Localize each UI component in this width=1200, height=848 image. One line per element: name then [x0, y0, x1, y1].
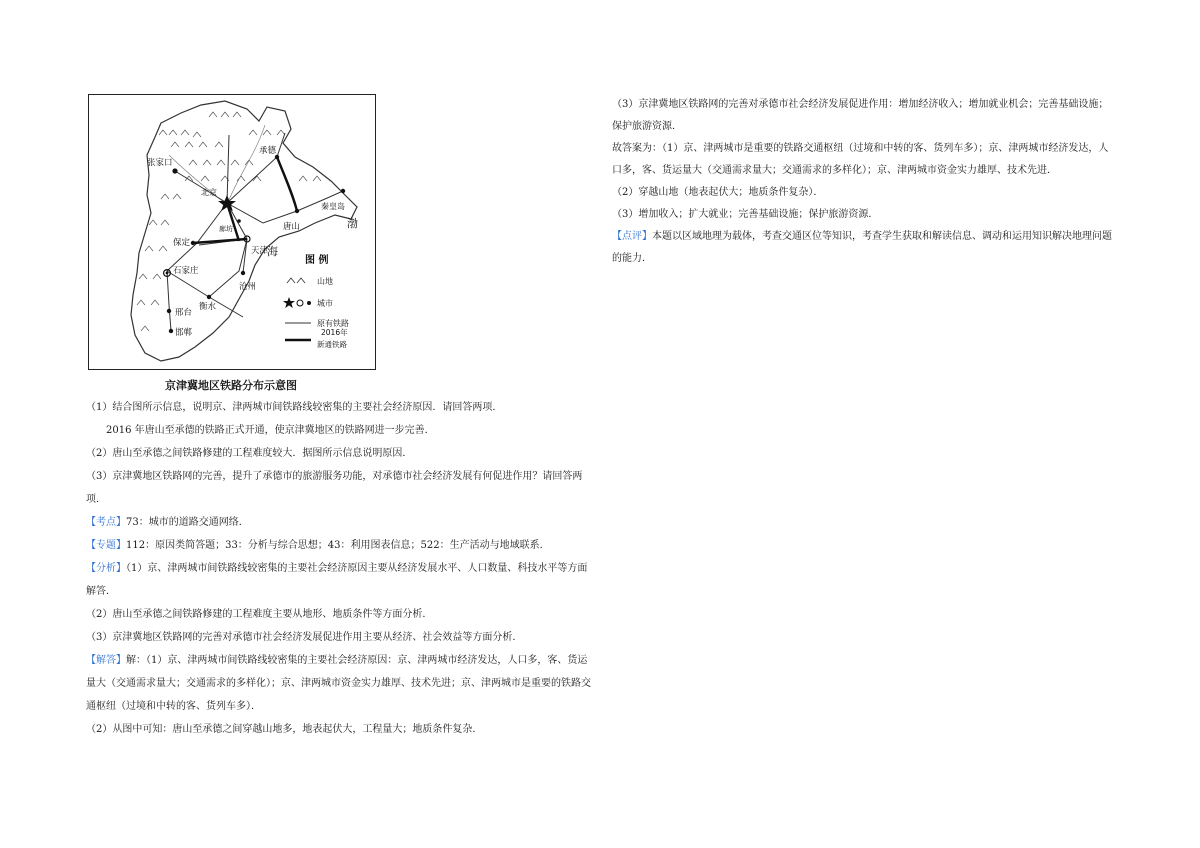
legend-mountain-label: 山地: [317, 277, 333, 286]
city-label-shijiazhuang: 石家庄: [173, 266, 199, 276]
legend-mountain-symbol: [287, 278, 305, 283]
question-2: （2）唐山至承德之间铁路修建的工程难度较大．据图所示信息说明原因．: [86, 448, 413, 459]
sea-label-2: 海: [267, 245, 278, 258]
answer-1: 故答案为：（1）京、津两城市是重要的铁路交通枢纽（过境和中转的客、货列车多）；京、津两城市经济发达，人口多，客、货运量大（交通需求量大；交通需求的多样化）；京、津两城市资金实力雄厚、技术先进．: [612, 143, 1109, 176]
zhuanti-text: 112：原因类简答题；33：分析与综合思想；43：利用图表信息；522：生产活动与地域联系．: [126, 540, 550, 551]
fenxi-text-2: （2）唐山至承德之间铁路修建的工程难度主要从地形、地质条件等方面分析．: [86, 609, 433, 620]
right-column: [612, 94, 1112, 270]
city-label-xingtai: 邢台: [175, 308, 193, 318]
zhuanti-tag: 【专题】: [86, 540, 126, 551]
kaodian-tag: 【考点】: [86, 517, 126, 528]
answer-2: （2）穿越山地（地表起伏大；地质条件复杂）．: [612, 187, 824, 198]
city-label-tianjin: 天津: [251, 246, 269, 256]
city-label-cangzhou: 沧州: [239, 282, 257, 292]
fenxi-text-1: （1）京、津两城市间铁路线较密集的主要社会经济原因主要从经济发展水平、人口数量、科技水平等方面解答．: [86, 563, 588, 597]
new-railways: [193, 157, 297, 243]
city-label-qinhuangdao: 秦皇岛: [321, 202, 345, 211]
legend-new-rail-year: 2016年: [321, 328, 348, 337]
jieda-section: [86, 649, 596, 718]
question-3: （3）京津冀地区铁路网的完善，提升了承德市的旅游服务功能，对承德市社会经济发展有何促进作用？请回答两项．: [86, 471, 583, 505]
railway-map: [88, 94, 376, 370]
legend-city-label: 城市: [317, 299, 333, 308]
city-label-langfang: 廊坊: [219, 225, 233, 233]
city-label-hengshui: 衡水: [199, 302, 217, 312]
dianping-section: [612, 226, 1112, 270]
question-1: （1）结合图所示信息，说明京、津两城市间铁路线较密集的主要社会经济原因．请回答两项．: [86, 402, 503, 413]
legend-city-ring: [297, 300, 303, 306]
sea-label: 渤: [347, 217, 358, 230]
dianping-tag: 【点评】: [612, 231, 652, 242]
jieda-text-1: 解：（1）京、津两城市间铁路线较密集的主要社会经济原因：京、津两城市经济发达，人口多，客、货运量大（交通需求量大；交通需求的多样化）；京、津两城市资金实力雄厚、技术先进；京、津两城市是重要的铁路交通枢纽（过境和中转的客、货列车多）．: [86, 655, 591, 712]
city-label-tangshan: 唐山: [283, 222, 301, 232]
kaodian-section: [86, 511, 596, 534]
jieda-text-3: （3）京津冀地区铁路网的完善对承德市社会经济发展促进作用：增加经济收入；增加就业机会；完善基础设施；保护旅游资源．: [612, 99, 1109, 132]
fenxi-text-3: （3）京津冀地区铁路网的完善对承德市社会经济发展促进作用主要从经济、社会效益等方面分析．: [86, 632, 523, 643]
city-label-baoding: 保定: [173, 238, 191, 248]
city-label-chengde: 承德: [259, 146, 277, 156]
dianping-text: 本题以区域地理为载体，考查交通区位等知识，考查学生获取和解读信息、调动和运用知识解决地理问题的能力．: [612, 231, 1112, 264]
map-caption: 京津冀地区铁路分布示意图: [165, 379, 297, 392]
legend-new-rail-label: 新通铁路: [317, 340, 347, 349]
jieda-text-2: （2）从图中可知：唐山至承德之间穿越山地多，地表起伏大，工程量大；地质条件复杂．: [86, 724, 483, 735]
city-label-handan: 邯郸: [175, 328, 193, 338]
zhuanti-section: [86, 534, 596, 557]
fenxi-tag: 【分析】: [86, 563, 126, 574]
legend-city-star: [283, 297, 295, 308]
question-intro: 2016 年唐山至承德的铁路正式开通，使京津冀地区的铁路网进一步完善．: [106, 425, 435, 436]
railway-map-drawing: [89, 95, 375, 369]
left-column: [86, 94, 596, 741]
jieda-tag: 【解答】: [86, 655, 126, 666]
answer-3: （3）增加收入；扩大就业；完善基础设施；保护旅游资源．: [612, 209, 879, 220]
fenxi-section: [86, 557, 596, 603]
kaodian-text: 73：城市的道路交通网络．: [126, 517, 249, 528]
legend-old-rail-label: 原有铁路: [317, 319, 349, 328]
legend-city-dot: [307, 301, 311, 305]
city-label-beijing: 北京: [201, 188, 217, 197]
legend-title: 图 例: [305, 255, 329, 266]
city-label-zhangjiakou: 张家口: [147, 158, 173, 168]
